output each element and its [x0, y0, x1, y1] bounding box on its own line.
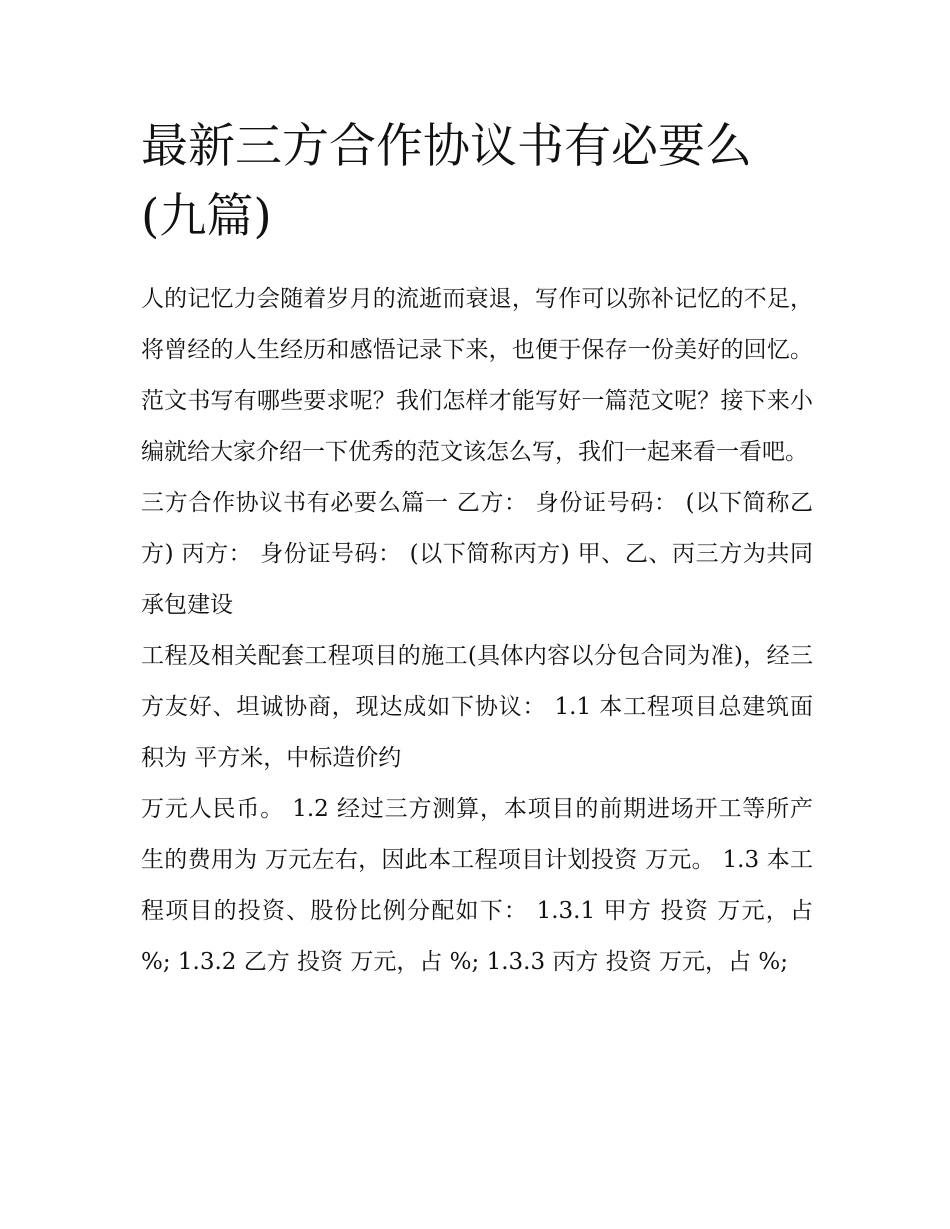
- intro-paragraph: 人的记忆力会随着岁月的流逝而衰退，写作可以弥补记忆的不足，将曾经的人生经历和感悟记录下来，也便于保存一份美好的回忆。范文书写有哪些要求呢？我们怎样才能写好一篇范文呢？接下来小编就给大家介绍一下优秀的范文该怎么写，我们一起来看一看吧。: [141, 286, 813, 465]
- project-scope-paragraph: 工程及相关配套工程项目的施工(具体内容以分包合同为准)，经三方友好、坦诚协商，现达成如下协议： 1.1 本工程项目总建筑面积为 平方米，中标造价约: [141, 643, 813, 771]
- document-page: [141, 112, 813, 988]
- agreement-parties-paragraph: 三方合作协议书有必要么篇一 乙方： 身份证号码： (以下简称乙方) 丙方： 身份证号码： (以下简称丙方) 甲、乙、丙三方为共同承包建设: [141, 490, 813, 618]
- document-title: 最新三方合作协议书有必要么(九篇): [141, 119, 752, 244]
- investment-paragraph: 万元人民币。 1.2 经过三方测算，本项目的前期进场开工等所产生的费用为 万元左右，因此本工程项目计划投资 万元。 1.3 本工程项目的投资、股份比例分配如下： 1.3.1 甲方 投资 万元，占 %; 1.3.2 乙方 投资 万元，占 %; 1.3.3 丙方 投资 万元，占 %;: [141, 796, 813, 975]
